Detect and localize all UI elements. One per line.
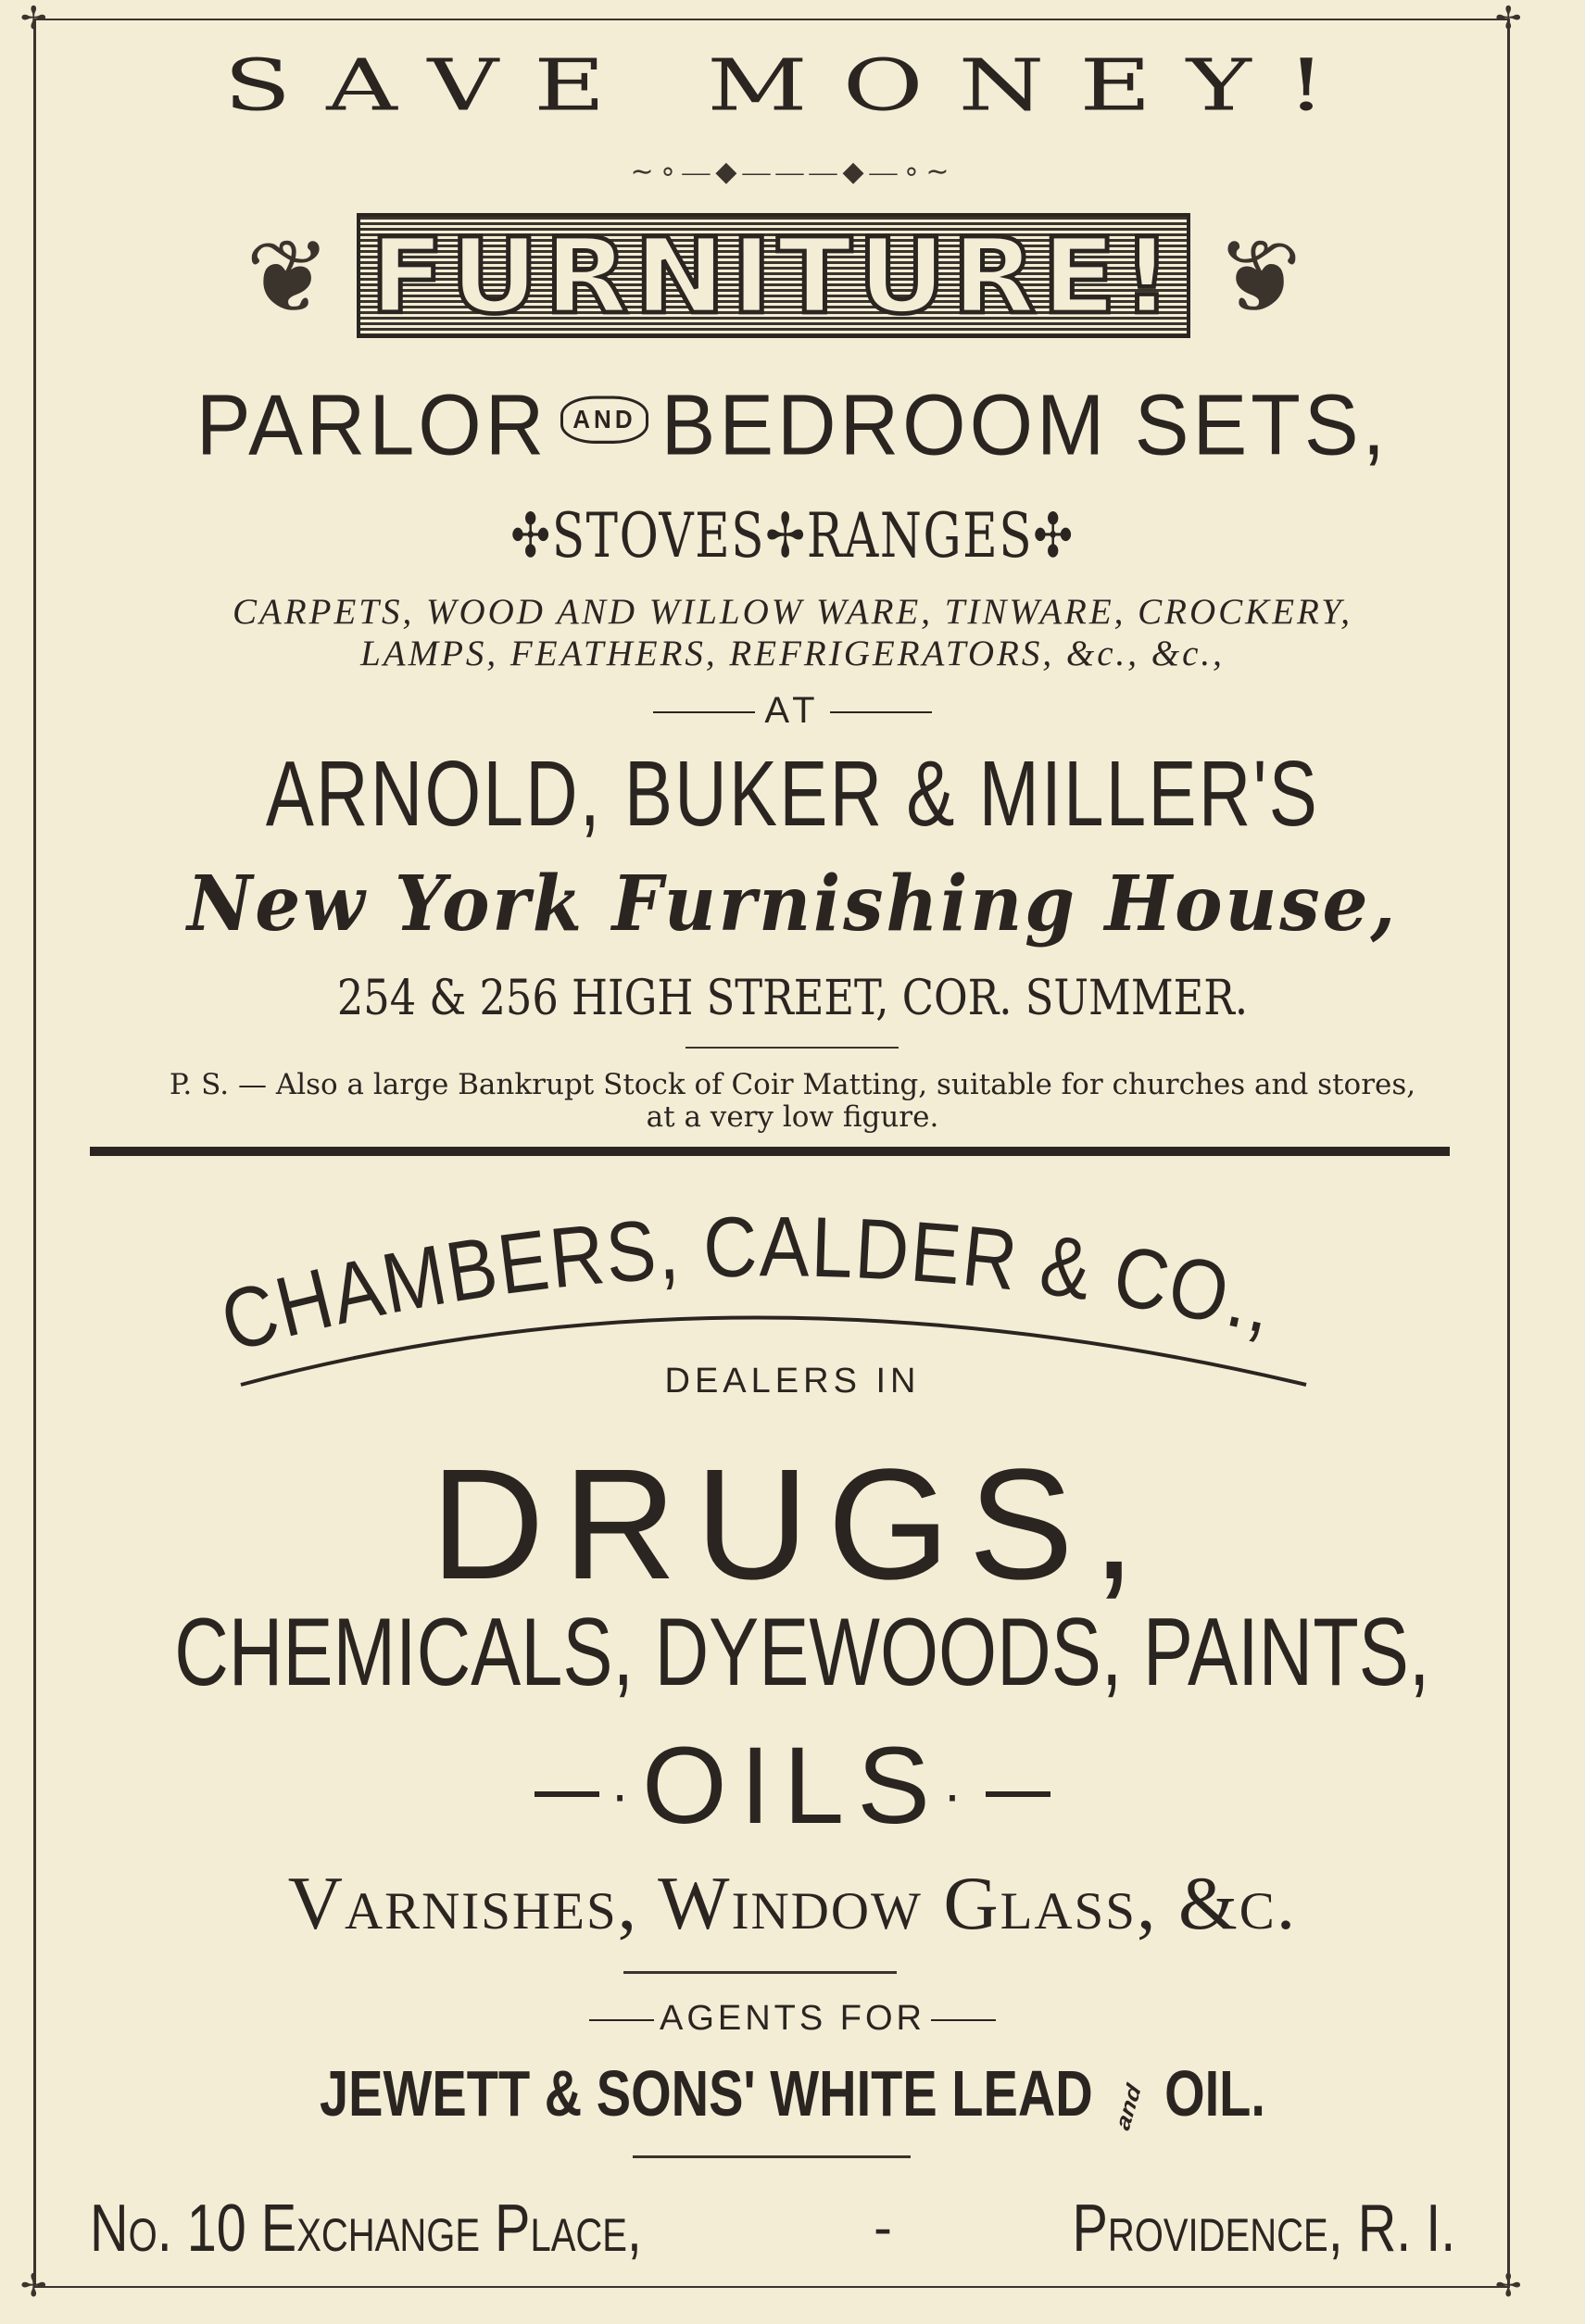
- dot-icon: ·: [610, 1763, 643, 1826]
- sets-left: PARLOR: [195, 376, 548, 473]
- at-label: AT: [764, 690, 821, 731]
- dash-rule: [589, 2019, 654, 2021]
- items-line-1: CARPETS, WOOD AND WILLOW WARE, TINWARE, CROCKERY,: [232, 592, 1352, 632]
- dealers-in: DEALERS IN: [664, 1362, 921, 1401]
- firm-name: ARNOLD, BUKER & MILLER'S: [265, 742, 1320, 846]
- postscript-line-2: at a very low figure.: [646, 1100, 939, 1134]
- short-rule: [633, 2155, 911, 2158]
- agents-label: AGENTS FOR: [659, 1999, 926, 2038]
- address-separator: -: [874, 2196, 892, 2258]
- flourish-divider-icon: ∼∘—◆———◆—∘∼: [630, 157, 955, 187]
- dash-rule: [931, 2019, 996, 2021]
- house-name: New York Furnishing House,: [187, 860, 1398, 948]
- and-badge: AND: [560, 396, 648, 444]
- short-rule: [623, 1971, 897, 1974]
- headline-save-money: SAVE MONEY!: [223, 44, 1362, 127]
- dash-rule: [653, 711, 755, 713]
- furniture-banner: [245, 190, 1302, 361]
- sets-right: BEDROOM SETS,: [660, 376, 1390, 473]
- city-name: Providence, R. I.: [1072, 2192, 1455, 2266]
- chambers-firm-name: CHAMBERS, CALDER & CO.,: [211, 1200, 1287, 1371]
- agents-for: [0, 1999, 1585, 2039]
- items-line-2: LAMPS, FEATHERS, REFRIGERATORS, &c., &c.,: [360, 634, 1225, 673]
- chemicals-line: CHEMICALS, DYEWOODS, PAINTS,: [174, 1599, 1430, 1706]
- banner-box: [357, 213, 1190, 338]
- jewett-left: JEWETT & SONS' WHITE LEAD: [320, 2057, 1093, 2129]
- jewett-and: and: [1111, 2080, 1146, 2134]
- stoves-ranges: ✣STOVES✢RANGES✣: [510, 500, 1075, 572]
- street-address: 254 & 256 HIGH STREET, COR. SUMMER.: [336, 971, 1249, 1026]
- scroll-ornament-left-icon: ❦: [245, 221, 332, 334]
- parlor-bedroom-sets: [0, 375, 1585, 474]
- oils-label: OILS: [642, 1725, 943, 1847]
- varnishes-line: Varnishes, Window Glass, &c.: [287, 1861, 1298, 1945]
- corner-ornament-icon: ✢: [1495, 2269, 1522, 2304]
- corner-ornament-icon: ✢: [1495, 2, 1522, 36]
- oils-line: [0, 1723, 1585, 1849]
- svg-text:CHAMBERS, CALDER & CO.,: [211, 1200, 1287, 1371]
- exchange-address: No. 10 Exchange Place,: [90, 2192, 642, 2266]
- banner-title: FURNITURE!: [370, 214, 1177, 337]
- drugs-title: DRUGS,: [430, 1437, 1155, 1613]
- scroll-ornament-right-icon: ❦: [1215, 221, 1302, 334]
- corner-ornament-icon: ✢: [20, 2269, 47, 2304]
- corner-ornament-icon: ✢: [20, 2, 47, 36]
- dash-rule: [830, 711, 932, 713]
- at-divider: [0, 690, 1585, 732]
- dot-icon: ·: [942, 1763, 975, 1826]
- dash-rule: [986, 1791, 1050, 1797]
- dash-rule: [535, 1791, 599, 1797]
- jewett-right: OIL.: [1164, 2057, 1265, 2129]
- section-divider: [90, 1147, 1450, 1156]
- jewett-line: [158, 2056, 1427, 2134]
- chambers-calder-arc: [185, 1186, 1352, 1389]
- postscript-line-1: P. S. — Also a large Bankrupt Stock of Coir Matting, suitable for churches and stores,: [169, 1068, 1416, 1101]
- short-rule: [686, 1047, 899, 1049]
